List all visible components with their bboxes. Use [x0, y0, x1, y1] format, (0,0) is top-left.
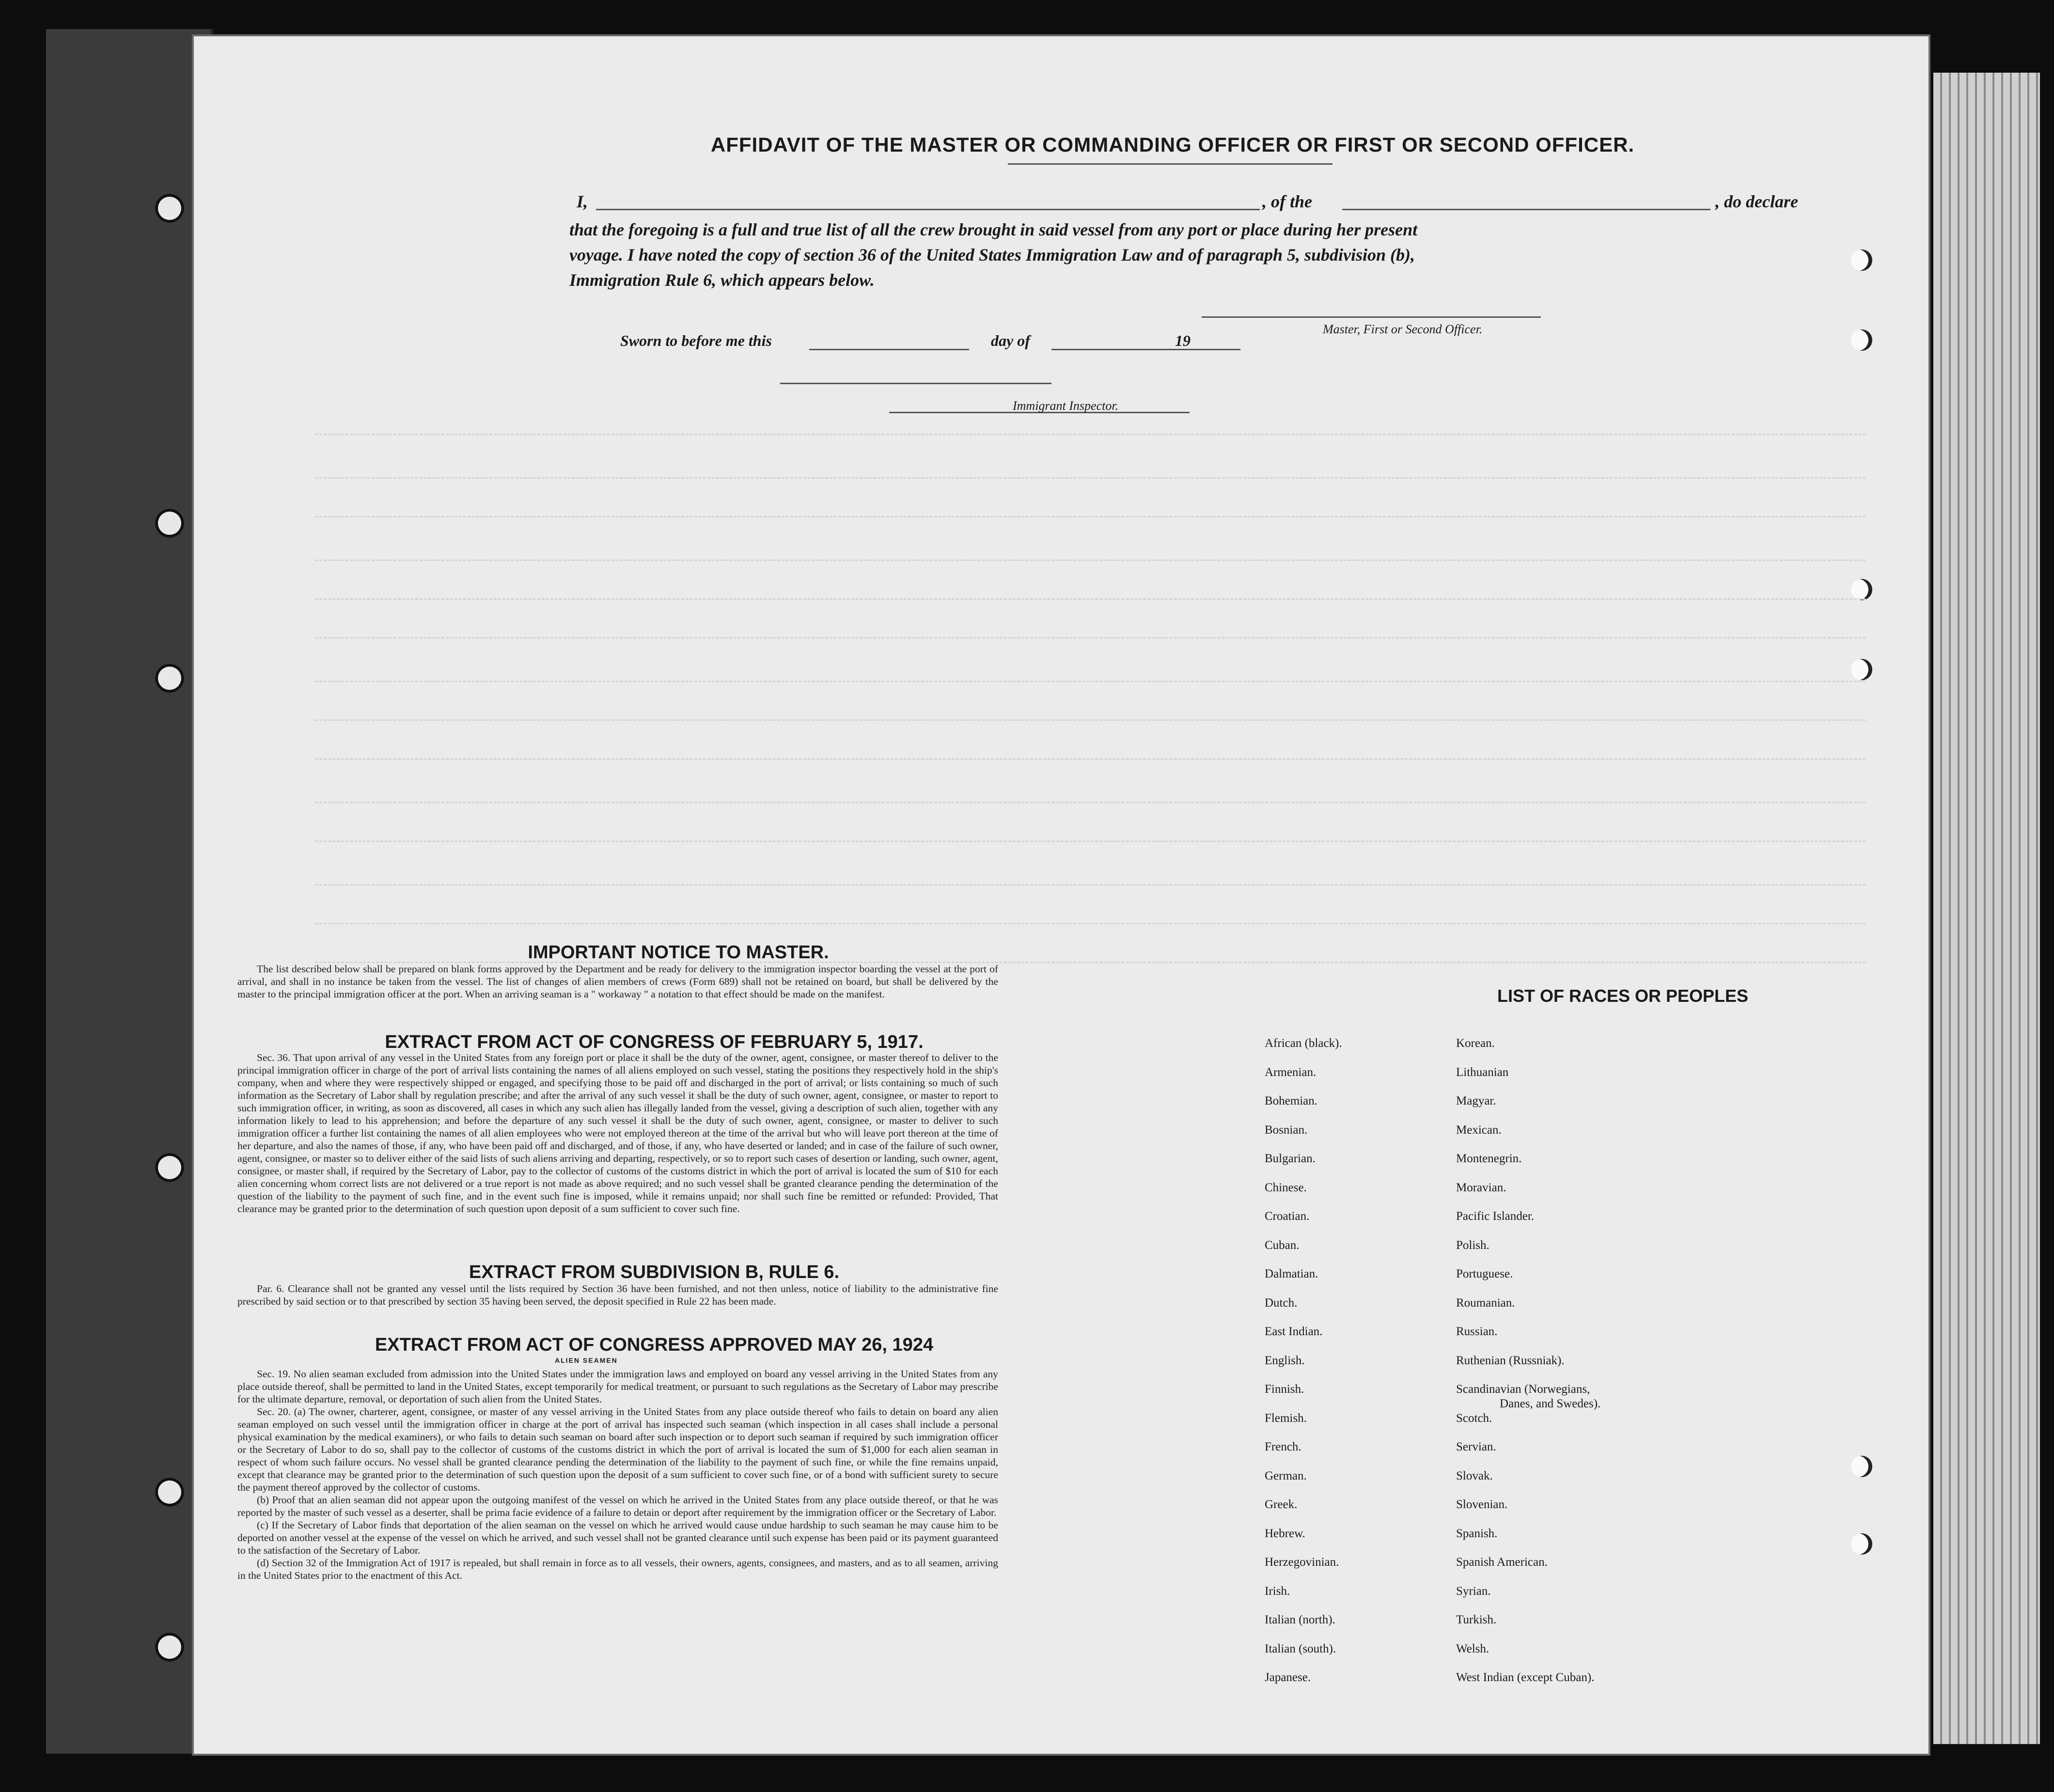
- day-of-text: day of: [991, 332, 1030, 349]
- race-item: Armenian.: [1265, 1065, 1317, 1079]
- affidavit-i: I,: [577, 192, 588, 211]
- race-item: West Indian (except Cuban).: [1456, 1671, 1595, 1684]
- race-item: Lithuanian: [1456, 1065, 1509, 1079]
- notice-text: The list described below shall be prepared on blank forms approved by the Department and be ready for delivery to the immigration inspector boarding the vessel at the port of arrival, and shall in no instance be taken from the vessel. The list of changes of alien members of crews (Form 689) shall not be retained on board, but shall be delivered by the master to the principal immigration officer at the port. When an arriving seaman is a " workaway " a notation to that effect should be made on the manifest.: [237, 963, 998, 1000]
- race-item: Chinese.: [1265, 1181, 1307, 1194]
- race-item: Syrian.: [1456, 1584, 1491, 1598]
- race-item: Croatian.: [1265, 1210, 1310, 1223]
- affidavit-line3: voyage. I have noted the copy of section 36 of the United States Immigration Law and of paragraph 5, subdivision (b),: [569, 245, 1415, 265]
- race-item: Montenegrin.: [1456, 1152, 1522, 1165]
- race-item: Ruthenian (Russniak).: [1456, 1354, 1565, 1367]
- year-text: 19: [1175, 332, 1191, 349]
- binder-hole: [155, 1633, 184, 1662]
- binder-hole: [155, 194, 184, 223]
- race-item: Spanish.: [1456, 1527, 1498, 1540]
- race-item: Italian (north).: [1265, 1613, 1335, 1626]
- affidavit-line2: that the foregoing is a full and true list of all the crew brought in said vessel from any port or place during her present: [569, 220, 1418, 239]
- race-item: Flemish.: [1265, 1411, 1307, 1425]
- race-item: Turkish.: [1456, 1613, 1497, 1626]
- extract-1924-title: EXTRACT FROM ACT OF CONGRESS APPROVED MAY 26, 1924: [375, 1335, 934, 1355]
- races-list-left: [1265, 1037, 1342, 1700]
- sworn-day-line: [809, 349, 969, 350]
- alien-seamen-subtitle: ALIEN SEAMEN: [555, 1356, 618, 1364]
- race-item: Bulgarian.: [1265, 1152, 1316, 1165]
- subdivision-b-text: Par. 6. Clearance shall not be granted any vessel until the lists required by Section 36 have been furnished, and not then unless, notice of liability to the administrative fine prescribed by said section or to that prescribed by section 35 having been served, the deposit specified in Rule 22 has been made.: [237, 1283, 998, 1307]
- month-line: [1051, 349, 1240, 350]
- inspector-line-top: [780, 383, 1051, 384]
- race-item: Servian.: [1456, 1440, 1496, 1453]
- races-title: LIST OF RACES OR PEOPLES: [1497, 986, 1749, 1006]
- race-item: Italian (south).: [1265, 1642, 1336, 1655]
- race-item: Bosnian.: [1265, 1123, 1308, 1137]
- race-item: Magyar.: [1456, 1094, 1496, 1107]
- binder-spine: [46, 29, 214, 1754]
- race-item: Slovenian.: [1456, 1498, 1508, 1511]
- binder-hole: [155, 509, 184, 538]
- punch-hole: [1851, 329, 1872, 351]
- extract-1917-text: Sec. 36. That upon arrival of any vessel in the United States from any foreign port or place it shall be the duty of the owner, agent, consignee, or master thereof to deliver to the principal immigration officer in charge of the port of arrival lists containing the names of all aliens employed on such vessel, stating the positions they respectively hold in the ship's company, when and where they were respectively shipped or engaged, and specifying those to be paid off and discharged in the port of arrival; or lists containing so much of such information as the Secretary of Labor shall by regulation prescribe; and after the arrival of any such vessel it shall be the duty of such owner, agent, consignee, or master to report to such immigration officer, in writing, as soon as discovered, all cases in which any such alien has illegally landed from the vessel, giving a description of such alien, together with any information likely to lead to his apprehension; and before the departure of any such vessel it shall be the duty of such owner, agent, consignee, or master to deliver to such immigration officer a further list containing the names of all alien employees who were not employed thereon at the time of the arrival but who will leave port thereon at the time of her departure, and also the names of those, if any, who have been paid off and discharged, and of those, if any, who have deserted or landed; and in case of the failure of such owner, agent, consignee, or master so to deliver either of the said lists of such aliens arriving and departing, respectively, or so to report such cases of desertion or landing, such owner, agent, consignee, or master shall, if required by the Secretary of Labor, pay to the collector of customs of the customs district in which the port of arrival is located the sum of $10 for each alien concerning whom correct lists are not delivered or a true report is not made as above required; and no such vessel shall be granted clearance pending the determination of the question of the liability to the payment of such fine, and in the event such fine is imposed, while it remains unpaid; nor shall such fine be remitted or refunded: Provided, That clearance may be granted prior to the determination of such question upon deposit of a sum sufficient to cover such fine.: [237, 1052, 998, 1215]
- races-list-right: [1456, 1037, 1600, 1700]
- affidavit-line4: Immigration Rule 6, which appears below.: [569, 270, 875, 290]
- binder-hole: [155, 664, 184, 693]
- race-item: Portuguese.: [1456, 1267, 1513, 1280]
- extract-1917-title: EXTRACT FROM ACT OF CONGRESS OF FEBRUARY 5, 1917.: [385, 1032, 924, 1052]
- race-item: Pacific Islander.: [1456, 1210, 1535, 1223]
- punch-hole: [1851, 1456, 1872, 1477]
- extract-1924-text: Sec. 19. No alien seaman excluded from admission into the United States under the immigration laws and employed on board any vessel arriving in the United States from any place outside thereof, shall be permitted to land in the United States, except temporarily for medical treatment, or pursuant to such regulations as the Secretary of Labor may prescribe for the ultimate departure, removal, or deportation of such alien from the United States. Sec. 20. (a) The owner, charterer, agent, consignee, or master of any vessel arriving in the United States from any place outside thereof who fails to detain on board any alien seaman employed on such vessel until the immigration officer in charge at the port of arrival has inspected such seaman (which inspection in all cases shall include a personal physical examination by the medical examiners), or who fails to detain such seaman on board after such inspection or to deport such seaman if required by such immigration officer or the Secretary of Labor to do so, shall pay to the collector of customs of the customs district in which the port of arrival is located the sum of $1,000 for each alien seaman in respect of whom such failure occurs. No vessel shall be granted clearance pending the determination of the liability to the payment of such fine, or while the fine remains unpaid, except that clearance may be granted prior to the determination of such question upon the deposit of a sum sufficient to cover such fine, or of a bond with sufficient surety to secure the payment thereof approved by the collector of customs. (b) Proof that an alien seaman did not appear upon the outgoing manifest of the vessel on which he arrived in the United States from any place outside thereof, or that he was reported by the master of such vessel as a deserter, shall be prima facie evidence of a failure to detain or deport after requirement by the immigration officer or the Secretary of Labor. (c) If the Secretary of Labor finds that deportation of the alien seaman on the vessel on which he arrived would cause undue hardship to such seaman he may cause him to be deported on another vessel at the expense of the vessel on which he arrived, and such vessel shall not be granted clearance until such expense has been paid or its payment guaranteed to the satisfaction of the Secretary of Labor. (d) Section 32 of the Immigration Act of 1917 is repealed, but shall remain in force as to all vessels, their owners, agents, consignees, and masters, and as to all seamen, arriving in the United States prior to the enactment of this Act.: [237, 1368, 998, 1581]
- title-underline: [1008, 163, 1333, 165]
- race-item: English.: [1265, 1354, 1305, 1367]
- sworn-text: Sworn to before me this: [620, 332, 772, 349]
- binder-hole: [155, 1153, 184, 1182]
- race-item: Finnish.: [1265, 1383, 1304, 1396]
- race-item: Polish.: [1456, 1238, 1490, 1252]
- notice-title: IMPORTANT NOTICE TO MASTER.: [528, 942, 829, 963]
- race-item: Spanish American.: [1456, 1556, 1548, 1569]
- master-signature-line: [1202, 316, 1541, 318]
- vessel-line: [1342, 209, 1710, 210]
- race-item: Dalmatian.: [1265, 1267, 1318, 1280]
- race-item: Bohemian.: [1265, 1094, 1318, 1107]
- document-page: [194, 36, 1929, 1754]
- race-item: Greek.: [1265, 1498, 1298, 1511]
- race-item: Scotch.: [1456, 1411, 1492, 1425]
- race-item: Welsh.: [1456, 1642, 1490, 1655]
- affidavit-declare: , do declare: [1715, 192, 1798, 211]
- race-item: African (black).: [1265, 1037, 1342, 1050]
- race-item: Scandinavian (Norwegians,: [1456, 1383, 1590, 1396]
- race-item: Slovak.: [1456, 1469, 1493, 1482]
- race-item: Dutch.: [1265, 1296, 1298, 1309]
- race-item: Herzegovinian.: [1265, 1556, 1339, 1569]
- race-item: Japanese.: [1265, 1671, 1311, 1684]
- race-item: Korean.: [1456, 1037, 1495, 1050]
- affidavit-title: AFFIDAVIT OF THE MASTER OR COMMANDING OFFICER OR FIRST OR SECOND OFFICER.: [710, 133, 1635, 156]
- master-signature-label: Master, First or Second Officer.: [1323, 322, 1483, 336]
- race-item: Russian.: [1456, 1325, 1498, 1338]
- race-item: East Indian.: [1265, 1325, 1323, 1338]
- race-item: Moravian.: [1456, 1181, 1506, 1194]
- race-item: Danes, and Swedes).: [1500, 1397, 1601, 1410]
- race-item: German.: [1265, 1469, 1307, 1482]
- stacked-page-edges: [1933, 73, 2040, 1744]
- binder-hole: [155, 1478, 184, 1507]
- name-line: [596, 209, 1260, 210]
- affidavit-of-the: , of the: [1262, 192, 1312, 211]
- race-item: Roumanian.: [1456, 1296, 1515, 1309]
- subdivision-b-title: EXTRACT FROM SUBDIVISION B, RULE 6.: [469, 1262, 840, 1282]
- inspector-signature-label: Immigrant Inspector.: [1013, 399, 1119, 413]
- punch-hole: [1851, 249, 1872, 271]
- race-item: Cuban.: [1265, 1238, 1300, 1252]
- punch-hole: [1851, 1533, 1872, 1555]
- race-item: Mexican.: [1456, 1123, 1502, 1137]
- race-item: Hebrew.: [1265, 1527, 1305, 1540]
- race-item: Irish.: [1265, 1584, 1290, 1598]
- race-item: French.: [1265, 1440, 1301, 1453]
